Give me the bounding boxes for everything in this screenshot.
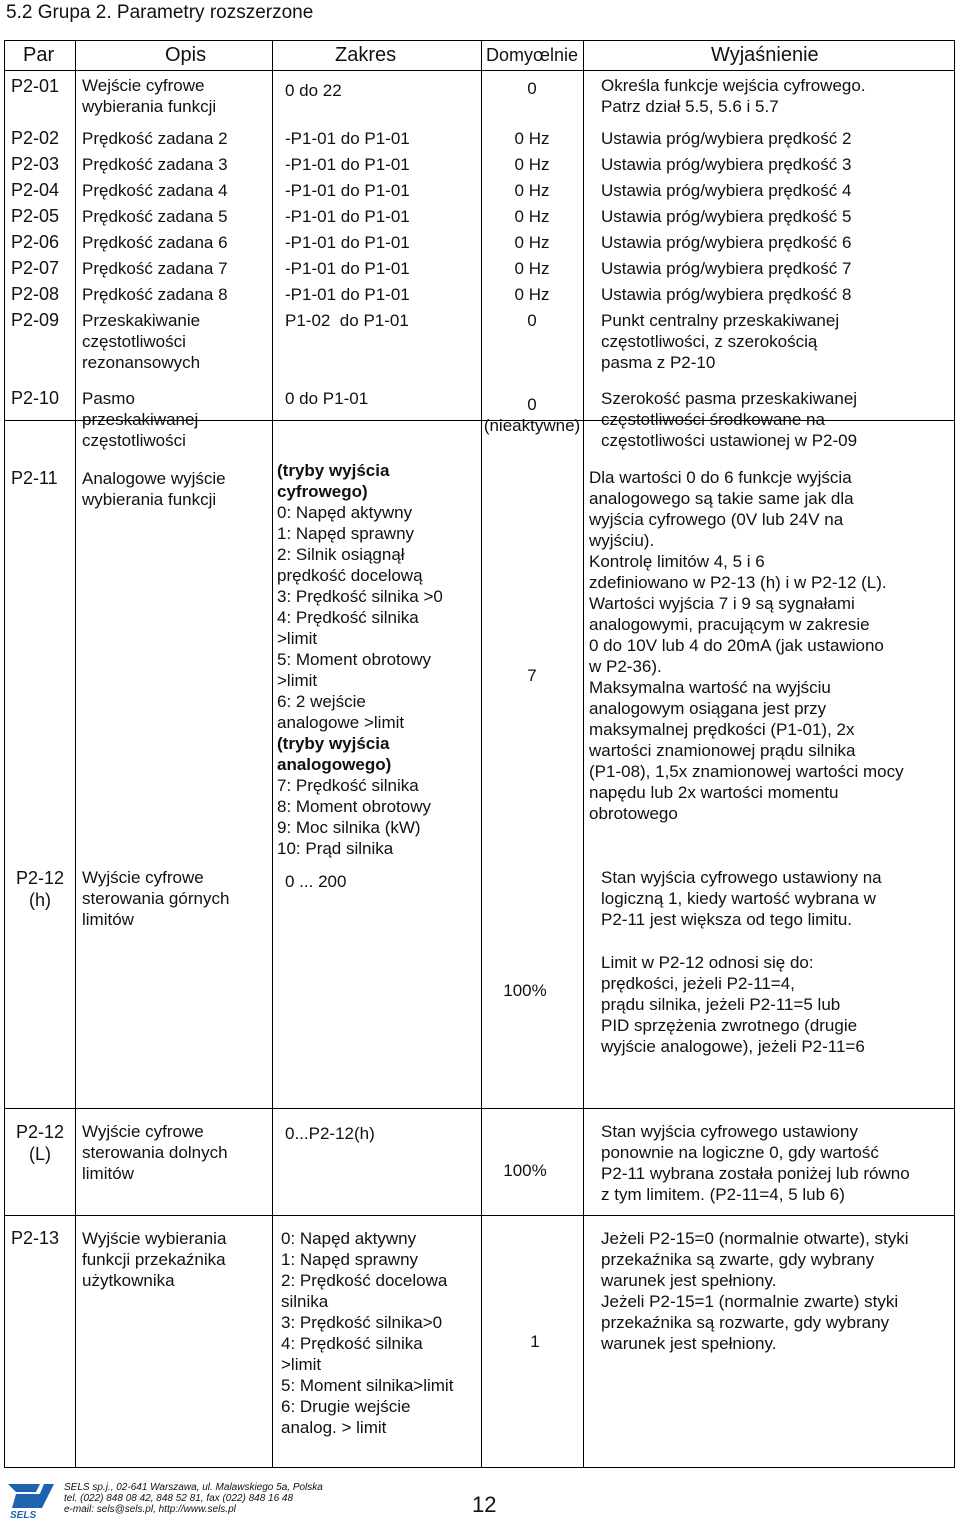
page-footer	[6, 1480, 946, 1520]
row-p2-12l-par: P2-12 (L)	[15, 1122, 65, 1164]
row-p2-12h-description: Stan wyjścia cyfrowego ustawiony na logiczną 1, kiedy wartość wybrana w P2-11 jest większa od tego limitu.	[601, 868, 882, 929]
row-p2-11-zakres	[277, 460, 443, 859]
logo-text: SELS	[10, 1510, 37, 1520]
row-p2-10-default: 0 (nieaktywne)	[483, 395, 581, 435]
row-p2-07-opis: Prędkość zadana 7	[82, 259, 228, 278]
header-opis: Opis	[165, 44, 207, 66]
row-p2-05-opis: Prędkość zadana 5	[82, 207, 228, 226]
row-p2-02-default: 0 Hz	[514, 129, 550, 148]
row-p2-09-opis: Przeskakiwanie częstotliwości rezonansowych	[82, 311, 201, 372]
row-p2-06-par: P2-06	[11, 232, 60, 252]
row-p2-12h-opis: Wyjście cyfrowe sterowania górnych limitów	[82, 868, 230, 929]
row-p2-12h-par: P2-12 (h)	[15, 868, 65, 910]
row-p2-06-opis: Prędkość zadana 6	[82, 233, 228, 252]
row-p2-10-zakres: 0 do P1-01	[285, 389, 369, 408]
row-p2-12l-opis: Wyjście cyfrowe sterowania dolnych limitów	[82, 1122, 228, 1183]
row-p2-03-par: P2-03	[11, 154, 60, 174]
row-p2-12h-zakres: 0 ... 200	[285, 872, 347, 891]
header-domyslnie: Domyœlnie	[486, 45, 579, 65]
row-p2-07-description: Ustawia próg/wybiera prędkość 7	[601, 259, 852, 278]
row-p2-08-description: Ustawia próg/wybiera prędkość 8	[601, 285, 852, 304]
row-p2-11-zakres-heading-digital: (tryby wyjścia cyfrowego)	[277, 461, 390, 501]
row-p2-09-par: P2-09	[11, 310, 60, 330]
sels-logo	[6, 1480, 58, 1520]
row-p2-08-zakres: -P1-01 do P1-01	[285, 285, 410, 304]
row-p2-13-opis: Wyjście wybierania funkcji przekaźnika użytkownika	[82, 1229, 227, 1290]
row-p2-10-par: P2-10	[11, 388, 60, 408]
row-p2-01-default: 0	[527, 79, 537, 98]
row-p2-07-default: 0 Hz	[514, 259, 550, 278]
row-p2-06-description: Ustawia próg/wybiera prędkość 6	[601, 233, 852, 252]
header-zakres: Zakres	[335, 44, 397, 66]
header-wyjasnienie: Wyjaśnienie	[711, 44, 819, 66]
row-p2-07-par: P2-07	[11, 258, 60, 278]
row-divider	[5, 1215, 954, 1216]
row-p2-05-zakres: -P1-01 do P1-01	[285, 207, 410, 226]
row-p2-11-opis: Analogowe wyjście wybierania funkcji	[82, 469, 226, 509]
row-p2-11-zakres-heading-analog: (tryby wyjścia analogowego)	[277, 734, 392, 774]
row-p2-03-default: 0 Hz	[514, 155, 550, 174]
row-p2-02-zakres: -P1-01 do P1-01	[285, 129, 410, 148]
company-address: SELS sp.j., 02-641 Warszawa, ul. Malawskiego 5a, Polska tel. (022) 848 08 42, 848 52 81, fax (022) 848 16 48 e-mail: sels@sels.pl, http://www.sels.pl	[64, 1482, 323, 1515]
row-p2-13-zakres: 0: Napęd aktywny 1: Napęd sprawny 2: Prędkość docelowa silnika 3: Prędkość silnika>0 4: Prędkość silnika >limit 5: Moment silnika>limit 6: Drugie wejście analog. > limit	[281, 1229, 454, 1437]
row-p2-09-default: 0	[527, 311, 537, 330]
row-p2-03-description: Ustawia próg/wybiera prędkość 3	[601, 155, 852, 174]
row-p2-05-par: P2-05	[11, 206, 60, 226]
row-p2-09-zakres: P1-02 do P1-01	[285, 311, 409, 330]
row-p2-11-zakres-analog-modes: 7: Prędkość silnika 8: Moment obrotowy 9: Moc silnika (kW) 10: Prąd silnika	[277, 776, 432, 858]
row-p2-12l-default: 100%	[503, 1161, 547, 1180]
row-p2-12l-description: Stan wyjścia cyfrowego ustawiony ponownie na logiczne 0, gdy wartość P2-11 wybrana została poniżej lub równo z tym limitem. (P2-11=4, 5 lub 6)	[601, 1122, 910, 1204]
column-divider	[272, 41, 273, 1467]
row-p2-04-description: Ustawia próg/wybiera prędkość 4	[601, 181, 852, 200]
row-p2-05-description: Ustawia próg/wybiera prędkość 5	[601, 207, 852, 226]
row-p2-07-zakres: -P1-01 do P1-01	[285, 259, 410, 278]
row-divider	[5, 1108, 954, 1109]
row-p2-09-description: Punkt centralny przeskakiwanej częstotliwości, z szerokością pasma z P2-10	[601, 311, 840, 372]
row-p2-04-opis: Prędkość zadana 4	[82, 181, 228, 200]
row-p2-01-description: Określa funkcje wejścia cyfrowego. Patrz dział 5.5, 5.6 i 5.7	[601, 76, 866, 116]
row-p2-06-default: 0 Hz	[514, 233, 550, 252]
row-p2-12l-zakres: 0...P2-12(h)	[285, 1124, 375, 1143]
row-p2-11-default: 7	[527, 666, 537, 685]
column-divider	[481, 41, 482, 1467]
row-p2-08-par: P2-08	[11, 284, 60, 304]
row-p2-04-zakres: -P1-01 do P1-01	[285, 181, 410, 200]
section-title: 5.2 Grupa 2. Parametry rozszerzone	[6, 2, 314, 23]
row-p2-01-opis: Wejście cyfrowe wybierania funkcji	[82, 76, 217, 116]
row-p2-01-zakres: 0 do 22	[285, 81, 342, 100]
row-p2-04-par: P2-04	[11, 180, 60, 200]
row-p2-12h-default: 100%	[503, 981, 547, 1000]
row-p2-02-description: Ustawia próg/wybiera prędkość 2	[601, 129, 852, 148]
row-p2-13-description: Jeżeli P2-15=0 (normalnie otwarte), styki przekaźnika są zwarte, gdy wybrany warunek jest spełniony. Jeżeli P2-15=1 (normalnie zwarte) styki przekaźnika są rozwarte, gdy wybrany warunek jest spełniony.	[601, 1229, 909, 1353]
row-p2-08-default: 0 Hz	[514, 285, 550, 304]
row-p2-03-zakres: -P1-01 do P1-01	[285, 155, 410, 174]
row-p2-06-zakres: -P1-01 do P1-01	[285, 233, 410, 252]
row-p2-04-default: 0 Hz	[514, 181, 550, 200]
row-p2-11-description: Dla wartości 0 do 6 funkcje wyjścia analogowego są takie same jak dla wyjścia cyfrowego (0V lub 24V na wyjściu). Kontrolę limitów 4, 5 i 6 zdefiniowano w P2-13 (h) i w P2-12 (L). Wartości wyjścia 7 i 9 są sygnałami analogowymi, pracującym w zakresie 0 do 10V lub 4 do 20mA (jak ustawiono w P2-36). Maksymalna wartość na wyjściu analogowym osiągana jest przy maksymalnej prędkości (P1-01), 2x wartości znamionowej prądu silnika (P1-08), 1,5x znamionowej wartości mocy napędu lub 2x wartości momentu obrotowego	[589, 468, 904, 823]
page-number: 12	[472, 1492, 497, 1517]
row-p2-08-opis: Prędkość zadana 8	[82, 285, 228, 304]
row-p2-03-opis: Prędkość zadana 3	[82, 155, 228, 174]
row-p2-13-par: P2-13	[11, 1228, 60, 1248]
row-p2-02-opis: Prędkość zadana 2	[82, 129, 228, 148]
row-p2-10-description: Szerokość pasma przeskakiwanej częstotliwości środkowane na częstotliwości ustawionej w P2-09	[601, 389, 858, 450]
row-p2-01-par: P2-01	[11, 76, 60, 96]
row-p2-10-opis: Pasmo przeskakiwanej częstotliwości	[82, 389, 199, 450]
row-p2-13-default: 1	[530, 1332, 540, 1351]
column-divider	[583, 41, 584, 1467]
row-divider	[5, 70, 954, 71]
row-p2-05-default: 0 Hz	[514, 207, 550, 226]
row-p2-12h-description-limit: Limit w P2-12 odnosi się do: prędkości, jeżeli P2-11=4, prądu silnika, jeżeli P2-11=5 lub PID sprzężenia zwrotnego (drugie wyjście analogowe), jeżeli P2-11=6	[601, 953, 865, 1056]
parameters-table	[4, 40, 955, 1468]
header-par: Par	[23, 44, 55, 66]
row-p2-11-par: P2-11	[11, 468, 58, 488]
row-p2-02-par: P2-02	[11, 128, 60, 148]
row-p2-11-zakres-digital-modes: 0: Napęd aktywny 1: Napęd sprawny 2: Silnik osiągnął prędkość docelową 3: Prędkość silnika >0 4: Prędkość silnika >limit 5: Moment obrotowy >limit 6: 2 wejście analogowe >limit	[277, 503, 443, 732]
column-divider	[75, 41, 76, 1467]
